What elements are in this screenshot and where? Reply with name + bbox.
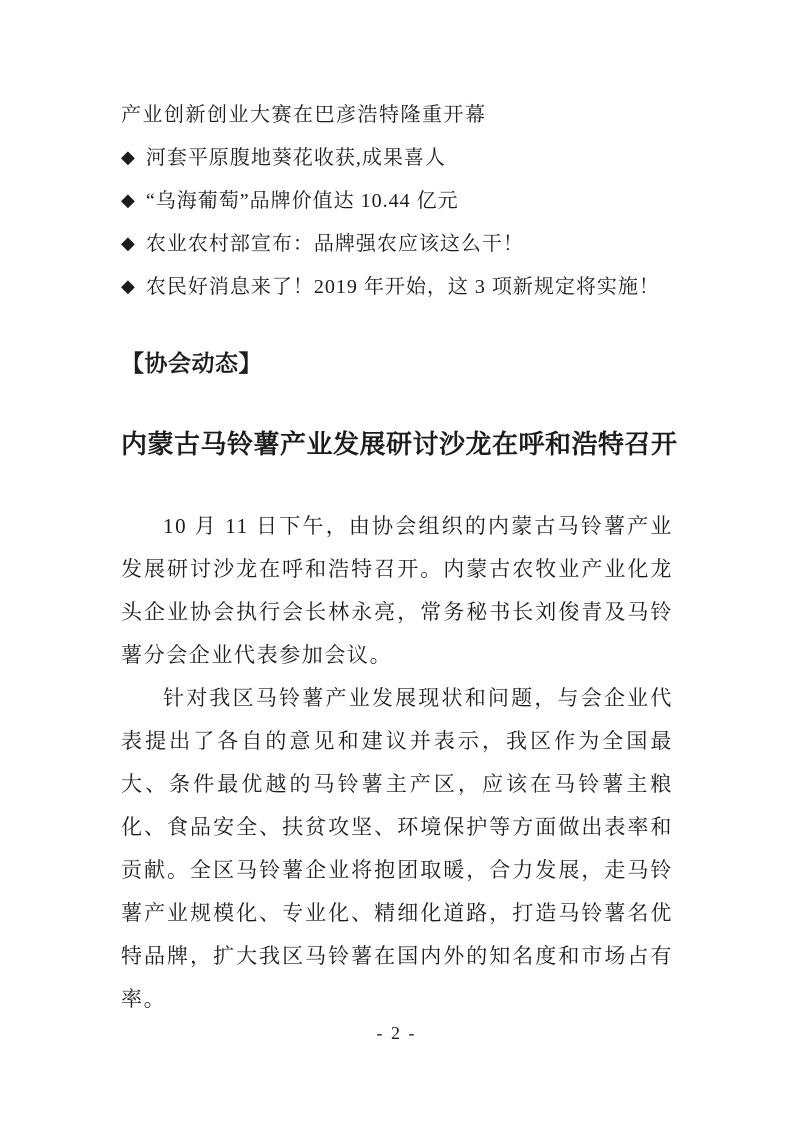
diamond-bullet-icon: ◆ [121,190,136,210]
headline-text: 农业农村部宣布：品牌强农应该这么干！ [145,233,524,255]
diamond-bullet-icon: ◆ [121,233,136,253]
article-paragraph: 10 月 11 日下午，由协会组织的内蒙古马铃薯产业发展研讨沙龙在呼和浩特召开。内蒙古农牧业产业化龙头企业协会执行会长林永亮，常务秘书长刘俊青及马铃薯分会企业代表参加会议。 [121,514,673,667]
headline-text: 河套平原腹地葵花收获,成果喜人 [145,147,446,169]
headline-item [121,266,673,309]
diamond-bullet-icon: ◆ [121,276,136,296]
section-header: 【协会动态】 [121,350,262,376]
headline-text: “乌海葡萄”品牌价值达 10.44 亿元 [145,190,459,212]
article-title: 内蒙古马铃薯产业发展研讨沙龙在呼和浩特召开 [121,430,678,459]
headline-item [121,223,673,266]
article-paragraph: 针对我区马铃薯产业发展现状和问题，与会企业代表提出了各自的意见和建议并表示，我区作为全国最大、条件最优越的马铃薯主产区，应该在马铃薯主粮化、食品安全、扶贫攻坚、环境保护等方面做出表率和贡献。全区马铃薯企业将抱团取暖，合力发展，走马铃薯产业规模化、专业化、精细化道路，打造马铃薯名优特品牌，扩大我区马铃薯在国内外的知名度和市场占有率。 [121,686,673,1011]
headline-text: 农民好消息来了！2019 年开始，这 3 项新规定将实施！ [145,276,660,298]
page-number: - 2 - [376,1023,417,1043]
headline-item [121,137,673,180]
headline-item [121,180,673,223]
headlines-section [121,94,673,309]
headline-continuation: 产业创新创业大赛在巴彦浩特隆重开幕 [121,104,487,126]
diamond-bullet-icon: ◆ [121,147,136,167]
